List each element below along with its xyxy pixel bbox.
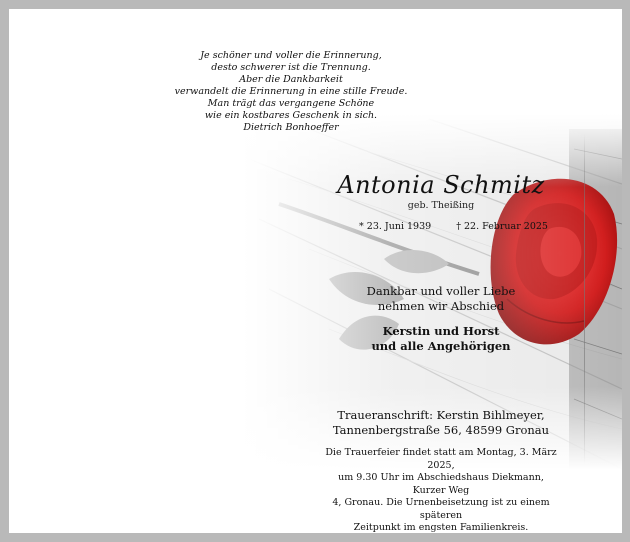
service-line: Zeitpunkt im engsten Familienkreis. xyxy=(353,522,529,533)
mourners-line: und alle Angehörigen xyxy=(371,339,511,353)
mourners-line: Kerstin und Horst xyxy=(382,324,500,338)
quote-line: Man trägt das vergangene Schöne xyxy=(207,98,375,109)
service-line: um 9.30 Uhr im Abschiedshaus Diekmann, Kurzer Weg xyxy=(338,472,544,496)
death-date: † 22. Februar 2025 xyxy=(456,221,548,232)
quote-line: Aber die Dankbarkeit xyxy=(239,74,343,85)
quote-line: verwandelt die Erinnerung in eine stille Freude. xyxy=(174,86,408,97)
address-line: Tannenbergstraße 56, 48599 Gronau xyxy=(332,423,550,437)
memorial-quote xyxy=(141,50,441,134)
life-dates xyxy=(359,221,548,232)
birth-date: * 23. Juni 1939 xyxy=(359,221,432,232)
farewell-text xyxy=(311,284,571,314)
quote-line: Je schöner und voller die Erinnerung, xyxy=(200,50,382,61)
birth-name: geb. Theißing xyxy=(407,200,475,211)
farewell-line: nehmen wir Abschied xyxy=(377,299,505,313)
quote-author: Dietrich Bonhoeffer xyxy=(243,122,339,133)
funeral-service-info xyxy=(321,447,561,533)
mourning-address xyxy=(301,408,581,438)
farewell-line: Dankbar und voller Liebe xyxy=(366,284,516,298)
address-line: Traueranschrift: Kerstin Bihlmeyer, xyxy=(337,408,545,422)
obituary-card xyxy=(9,9,622,533)
quote-line: desto schwerer ist die Trennung. xyxy=(211,62,371,73)
quote-line: wie ein kostbares Geschenk in sich. xyxy=(204,110,378,121)
service-line: Die Trauerfeier findet statt am Montag, 3. März 2025, xyxy=(325,447,557,471)
deceased-name: Antonia Schmitz xyxy=(337,171,545,199)
mourners xyxy=(311,324,571,354)
service-line: 4, Gronau. Die Urnenbeisetzung ist zu einem späteren xyxy=(332,497,550,521)
